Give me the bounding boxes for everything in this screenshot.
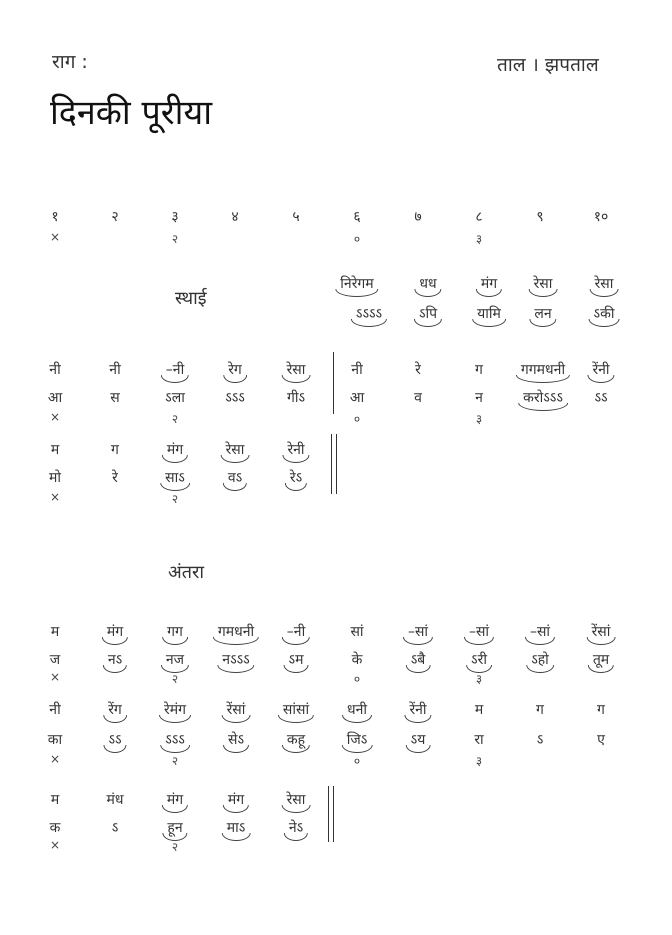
- note: रेंग: [108, 702, 122, 718]
- taal-mark: ३: [475, 412, 483, 426]
- slur-mark: [221, 455, 250, 463]
- lyric: तूम: [592, 652, 610, 668]
- lyric: आ: [349, 390, 365, 406]
- taal-mark: २: [171, 412, 179, 426]
- slur-mark: [351, 319, 387, 327]
- note: रेग: [228, 362, 242, 378]
- beat-number: ९: [536, 209, 544, 225]
- note-cell: [530, 622, 550, 641]
- note-cell: [408, 622, 428, 641]
- slur-mark: [278, 715, 314, 723]
- note: म: [50, 624, 60, 640]
- lyric-cell: [477, 304, 501, 323]
- note: –सां: [468, 624, 490, 640]
- lyric-cell: [594, 304, 615, 323]
- slur-mark: [518, 403, 568, 411]
- slur-mark: [285, 483, 307, 491]
- lyric-cell: [165, 468, 185, 487]
- lyric: जिऽ: [346, 732, 368, 748]
- note-cell: [595, 274, 614, 293]
- lyric: ऽऽ: [594, 390, 608, 406]
- slur-mark: [162, 455, 188, 463]
- raag-label: राग :: [52, 51, 88, 73]
- lyric: लन: [534, 306, 552, 322]
- beat-number: २: [111, 209, 119, 225]
- taal-mark: ३: [475, 754, 483, 768]
- slur-mark: [282, 745, 310, 753]
- lyric: साऽ: [165, 470, 185, 486]
- slur-mark: [223, 483, 247, 491]
- note: ग: [475, 362, 483, 378]
- slur-mark: [102, 637, 128, 645]
- slur-mark: [282, 637, 310, 645]
- lyric: नज: [165, 652, 185, 668]
- lyric: माऽ: [226, 820, 246, 836]
- double-bar-line: [331, 434, 332, 494]
- taal-label: ताल । झपताल: [497, 54, 599, 76]
- lyric: ऽऽऽऽ: [355, 306, 383, 322]
- note: ग: [111, 442, 119, 458]
- note: म: [474, 702, 484, 718]
- slur-mark: [587, 375, 614, 383]
- slur-mark: [587, 637, 616, 645]
- note: नी: [109, 362, 121, 378]
- beat-number: ८: [475, 209, 483, 225]
- note-cell: [167, 622, 183, 641]
- lyric-cell: [356, 304, 382, 323]
- slur-mark: [213, 637, 259, 645]
- note: नी: [49, 702, 61, 718]
- lyric: ऽहो: [531, 652, 549, 668]
- taal-mark: २: [171, 754, 179, 768]
- slur-mark: [590, 289, 619, 297]
- lyric-cell: [593, 650, 609, 669]
- note: ग: [597, 702, 605, 718]
- lyric-cell: [289, 818, 303, 837]
- lyric: ऽम: [288, 652, 304, 668]
- beat-number: १: [51, 209, 59, 225]
- note: रे: [415, 362, 421, 378]
- slur-mark: [284, 833, 308, 841]
- note-cell: [164, 700, 186, 719]
- lyric: ऽला: [165, 390, 185, 406]
- lyric: ऽऽऽ: [165, 732, 185, 748]
- note-cell: [340, 274, 373, 293]
- lyric: नऽऽऽ: [222, 652, 250, 668]
- note: रेंसां: [226, 702, 246, 718]
- lyric: के: [351, 652, 363, 668]
- slur-mark: [217, 665, 254, 673]
- lyric: का: [47, 732, 63, 748]
- note: नी: [49, 362, 61, 378]
- note: रेंनी: [409, 702, 427, 718]
- lyric: ऽऽ: [108, 732, 122, 748]
- note-cell: [534, 274, 553, 293]
- taal-mark: ०: [353, 412, 361, 426]
- note: गग: [167, 624, 183, 640]
- taal-mark: २: [171, 672, 179, 686]
- lyric-cell: [287, 730, 305, 749]
- note: रेंसां: [591, 624, 611, 640]
- lyric: ऽ: [111, 820, 119, 836]
- slur-mark: [162, 805, 188, 813]
- taal-mark: ×: [49, 230, 61, 244]
- slur-mark: [414, 289, 441, 297]
- note: गगमधनी: [520, 362, 566, 378]
- lyric: रा: [474, 732, 484, 748]
- note-cell: [287, 790, 306, 809]
- lyric-cell: [165, 730, 185, 749]
- beat-number: ४: [231, 209, 239, 225]
- slur-mark: [282, 375, 311, 383]
- note-cell: [107, 622, 123, 641]
- note: सांसां: [282, 702, 310, 718]
- note: सां: [350, 624, 364, 640]
- note-cell: [481, 274, 497, 293]
- note: धनी: [346, 702, 368, 718]
- lyric-cell: [108, 730, 121, 749]
- beat-number: ३: [171, 209, 179, 225]
- note-cell: [227, 700, 246, 719]
- taal-mark: २: [171, 492, 179, 506]
- page-title: दिनकी पूरीया: [50, 93, 213, 133]
- note: रेसा: [594, 276, 614, 292]
- lyric: नेऽ: [288, 820, 304, 836]
- note: मंग: [480, 276, 498, 292]
- note-cell: [108, 700, 122, 719]
- note-cell: [228, 790, 244, 809]
- slur-mark: [414, 319, 442, 327]
- note-cell: [226, 440, 245, 459]
- note: धध: [419, 276, 437, 292]
- lyric: ऽबै: [410, 652, 426, 668]
- slur-mark: [525, 637, 555, 645]
- double-bar-line: [328, 786, 329, 842]
- note-cell: [419, 274, 436, 293]
- note: निरेगम: [340, 276, 374, 292]
- note: ग: [536, 702, 544, 718]
- lyric: व: [414, 390, 422, 406]
- taal-mark: ×: [49, 838, 61, 852]
- slur-mark: [103, 715, 127, 723]
- lyric-cell: [411, 730, 426, 749]
- note-cell: [521, 360, 565, 379]
- slur-mark: [159, 715, 191, 723]
- lyric-cell: [411, 650, 426, 669]
- slur-mark: [282, 805, 311, 813]
- sthayi-heading: स्थाई: [175, 288, 207, 309]
- slur-mark: [406, 745, 431, 753]
- note: मंग: [106, 624, 124, 640]
- taal-mark: २: [171, 232, 179, 246]
- lyric: ऽ: [536, 732, 544, 748]
- lyric-cell: [167, 818, 182, 837]
- slur-mark: [223, 745, 249, 753]
- lyric: करोऽऽऽ: [523, 390, 563, 406]
- note-cell: [218, 622, 254, 641]
- lyric: वऽ: [227, 470, 243, 486]
- double-bar-line: [336, 434, 337, 494]
- note-cell: [287, 360, 306, 379]
- note: रेसा: [533, 276, 553, 292]
- slur-mark: [103, 665, 127, 673]
- slur-mark: [222, 715, 251, 723]
- note-cell: [167, 440, 183, 459]
- slur-mark: [476, 289, 502, 297]
- slur-mark: [282, 455, 309, 463]
- lyric: सेऽ: [227, 732, 245, 748]
- note: मंग: [166, 792, 184, 808]
- slur-mark: [284, 665, 309, 673]
- lyric-cell: [228, 468, 242, 487]
- lyric: ए: [597, 732, 605, 748]
- lyric-cell: [531, 650, 549, 669]
- note-cell: [287, 440, 304, 459]
- note: –सां: [529, 624, 551, 640]
- note-cell: [228, 360, 242, 379]
- note: मंग: [166, 442, 184, 458]
- taal-mark: ०: [353, 672, 361, 686]
- slur-mark: [342, 715, 372, 723]
- lyric-cell: [471, 650, 487, 669]
- note: रेंनी: [592, 362, 610, 378]
- slur-mark: [103, 745, 126, 753]
- note-cell: [592, 622, 611, 641]
- note: –नी: [286, 624, 306, 640]
- lyric: ऽरी: [471, 652, 487, 668]
- note: रेसा: [286, 362, 306, 378]
- note-cell: [347, 700, 367, 719]
- note-cell: [167, 790, 183, 809]
- note-cell: [283, 700, 309, 719]
- note-cell: [409, 700, 426, 719]
- slur-mark: [162, 637, 188, 645]
- slur-mark: [222, 833, 251, 841]
- lyric-cell: [290, 468, 302, 487]
- taal-mark: २: [171, 840, 179, 854]
- taal-mark: ×: [49, 490, 61, 504]
- slur-mark: [529, 319, 556, 327]
- lyric: गीऽ: [286, 390, 306, 406]
- note: रेसा: [286, 792, 306, 808]
- lyric: ऽपि: [418, 306, 438, 322]
- slur-mark: [464, 637, 494, 645]
- double-bar-line: [333, 786, 334, 842]
- taal-mark: ३: [475, 232, 483, 246]
- taal-mark: ×: [49, 410, 61, 424]
- slur-mark: [403, 637, 433, 645]
- note: रेमंग: [164, 702, 186, 718]
- lyric: रे: [112, 470, 118, 486]
- note: रेनी: [287, 442, 305, 458]
- lyric-cell: [222, 650, 249, 669]
- slur-mark: [516, 375, 570, 383]
- lyric: रेऽ: [289, 470, 303, 486]
- slur-mark: [588, 665, 614, 673]
- beat-number: १०: [593, 209, 609, 225]
- beat-number: ५: [292, 209, 300, 225]
- lyric-cell: [523, 388, 563, 407]
- lyric-cell: [534, 304, 551, 323]
- note: म: [50, 792, 60, 808]
- slur-mark: [161, 375, 189, 383]
- lyric: ऽऽऽ: [225, 390, 245, 406]
- beat-number: ६: [353, 209, 361, 225]
- note-cell: [469, 622, 489, 641]
- lyric: ऽय: [410, 732, 426, 748]
- lyric-cell: [108, 650, 122, 669]
- lyric-cell: [227, 818, 246, 837]
- lyric: न: [475, 390, 483, 406]
- lyric: स: [110, 390, 120, 406]
- lyric: ऽकी: [593, 306, 615, 322]
- lyric: ज: [49, 652, 61, 668]
- note-cell: [592, 360, 609, 379]
- lyric-cell: [289, 650, 304, 669]
- note-cell: [166, 360, 184, 379]
- note: –सां: [407, 624, 429, 640]
- lyric: यामि: [477, 306, 501, 322]
- bar-line: [333, 352, 334, 414]
- lyric: क: [49, 820, 61, 836]
- note: मंग: [227, 792, 245, 808]
- beat-number: ७: [414, 209, 422, 225]
- lyric: कहू: [286, 732, 306, 748]
- taal-mark: ×: [49, 670, 61, 684]
- slur-mark: [223, 375, 247, 383]
- slur-mark: [406, 665, 431, 673]
- slur-mark: [335, 289, 378, 297]
- note: म: [50, 442, 60, 458]
- slur-mark: [223, 805, 249, 813]
- note: मंध: [106, 792, 124, 808]
- antara-heading: अंतरा: [168, 562, 205, 583]
- note: गमधनी: [217, 624, 255, 640]
- taal-mark: ०: [353, 754, 361, 768]
- slur-mark: [526, 665, 554, 673]
- lyric: नऽ: [107, 652, 123, 668]
- note: नी: [351, 362, 363, 378]
- lyric: हून: [167, 820, 183, 836]
- lyric: मो: [49, 470, 61, 486]
- slur-mark: [589, 319, 620, 327]
- slur-mark: [529, 289, 558, 297]
- taal-mark: ०: [353, 232, 361, 246]
- taal-mark: ×: [49, 752, 61, 766]
- note: –नी: [165, 362, 185, 378]
- lyric: आ: [47, 390, 63, 406]
- slur-mark: [404, 715, 431, 723]
- note: रेसा: [225, 442, 245, 458]
- taal-mark: ३: [475, 672, 483, 686]
- lyric-cell: [166, 650, 184, 669]
- lyric-cell: [228, 730, 244, 749]
- note-cell: [287, 622, 305, 641]
- lyric-cell: [347, 730, 368, 749]
- lyric-cell: [419, 304, 437, 323]
- slur-mark: [472, 319, 506, 327]
